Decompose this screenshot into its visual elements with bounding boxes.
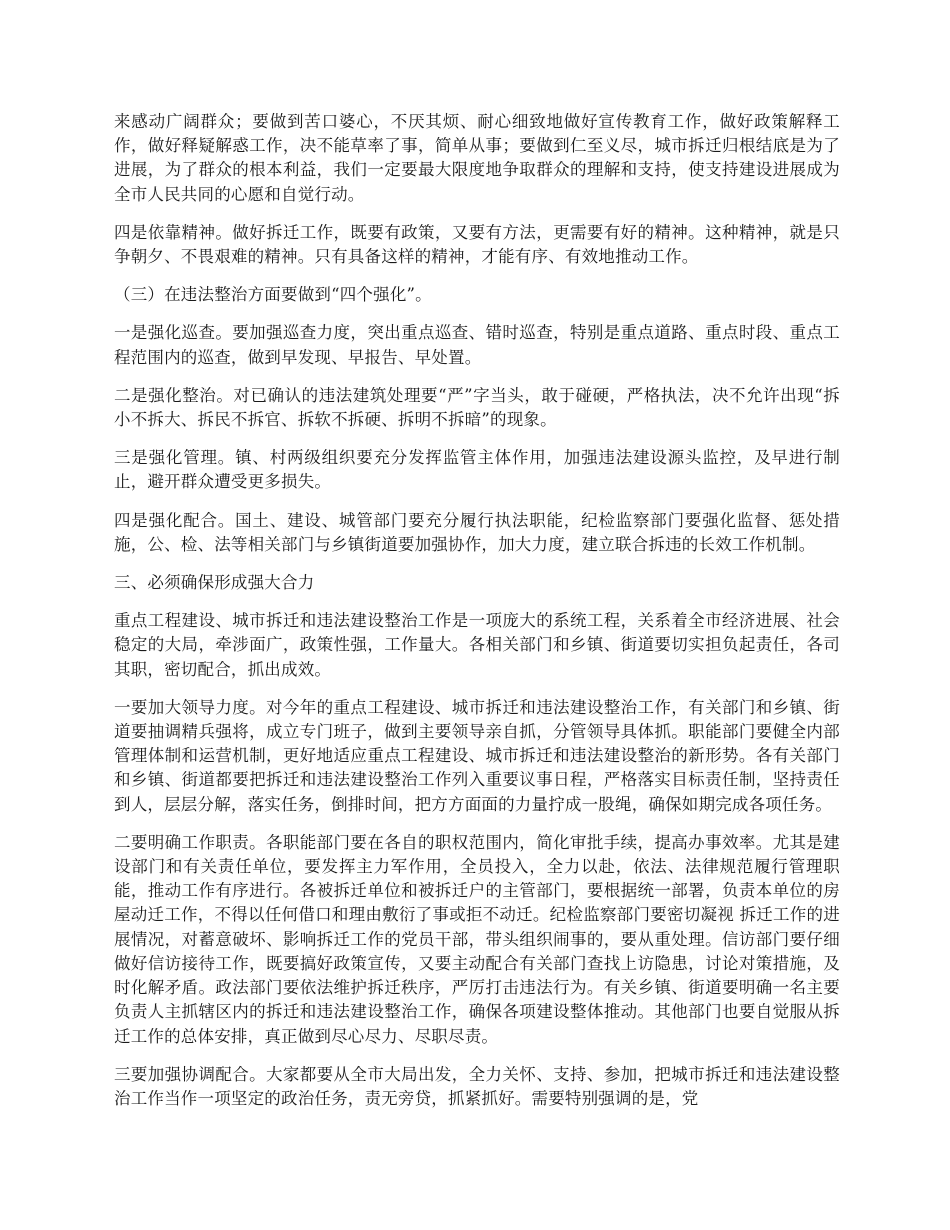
paragraph-responsibilities: 二要明确工作职责。各职能部门要在各自的职权范围内，简化审批手续，提高办事效率。尤其是建设部门和有关责任单位，要发挥主力军作用，全员投入，全力以赴，依法、法律规范履行管理职能，推动工作有序进行。各被拆迁单位和被拆迁户的主管部门，要根据统一部署，负责本单位的房屋动迁工作，不得以任何借口和理由敷衍了事或拒不动迁。纪检监察部门要密切凝视 拆迁工作的进展情况，对蓄意破坏、影响拆迁工作的党员干部，带头组织闹事的，要从重处理。信访部门要仔细做好信访接待工作，既要搞好政策宣传，又要主动配合有关部门查找上访隐患，讨论对策措施，及时化解矛盾。政法部门要依法维护拆迁秩序，严厉打击违法行为。有关乡镇、街道要明确一名主要负责人主抓辖区内的拆迁和违法建设整治工作，确保各项建设整体推动。其他部门也要自觉服从拆迁工作的总体安排，真正做到尽心尽力、尽职尽责。 (114, 832, 840, 1046)
paragraph-leadership: 一要加大领导力度。对今年的重点工程建设、城市拆迁和违法建设整治工作，有关部门和乡镇、街道要抽调精兵强将，成立专门班子，做到主要领导亲自抓，分管领导具体抓。职能部门要健全内部管理体制和运营机制，更好地适应重点工程建设、城市拆迁和违法建设整治的新形势。各有关部门和乡镇、街道都要把拆迁和违法建设整治工作列入重要议事日程，严格落实目标责任制，坚持责任到人，层层分解，落实任务，倒排时间，把方方面面的力量拧成一股绳，确保如期完成各项任务。 (114, 697, 840, 814)
section-heading-joint-force: 三、必须确保形成强大合力 (114, 573, 315, 593)
paragraph-strengthen-patrol: 一是强化巡查。要加强巡查力度，突出重点巡查、错时巡查，特别是重点道路、重点时段、重点工程范围内的巡查，做到早发现、早报告、早处置。 (114, 323, 840, 367)
paragraph-systematic-project: 重点工程建设、城市拆迁和违法建设整治工作是一项庞大的系统工程，关系着全市经济进展、社会稳定的大局，牵涉面广，政策性强，工作量大。各相关部门和乡镇、街道要切实担负起责任，各司其职，密切配合，抓出成效。 (114, 611, 840, 679)
paragraph-strengthen-rectification: 二是强化整治。对已确认的违法建筑处理要“严”字当头，敢于碰硬，严格执法，决不允许出现“拆小不拆大、拆民不拆官、拆软不拆硬、拆明不拆暗”的现象。 (114, 385, 840, 430)
document-page (114, 110, 840, 1125)
paragraph-rely-on-spirit: 四是依靠精神。做好拆迁工作，既要有政策，又要有方法，更需要有好的精神。这种精神，就是只争朝夕、不畏艰难的精神。只有具备这样的精神，才能有序、有效地推动工作。 (114, 222, 840, 267)
paragraph-strengthen-management: 三是强化管理。镇、村两级组织要充分发挥监管主体作用，加强违法建设源头监控，及早进行制止，避开群众遭受更多损失。 (114, 448, 840, 492)
paragraph-strengthen-cooperation: 四是强化配合。国土、建设、城管部门要充分履行执法职能，纪检监察部门要强化监督、惩处措施，公、检、法等相关部门与乡镇街道要加强协作，加大力度，建立联合拆违的长效工作机制。 (114, 510, 840, 554)
paragraph-intro-continuation: 来感动广阔群众；要做到苦口婆心，不厌其烦、耐心细致地做好宣传教育工作，做好政策解释工作，做好释疑解惑工作，决不能草率了事，简单从事；要做到仁至义尽，城市拆迁归根结底是为了进展，为了群众的根本利益，我们一定要最大限度地争取群众的理解和支持，使支持建设进展成为全市人民共同的心愿和自觉行动。 (114, 112, 840, 204)
paragraph-coordination: 三要加强协调配合。大家都要从全市大局出发，全力关怀、支持、参加，把城市拆迁和违法建设整治工作当作一项坚定的政治任务，责无旁贷，抓紧抓好。需要特别强调的是，党 (114, 1064, 840, 1108)
section-heading-four-strengthen: （三）在违法整治方面要做到“四个强化”。 (114, 285, 432, 305)
